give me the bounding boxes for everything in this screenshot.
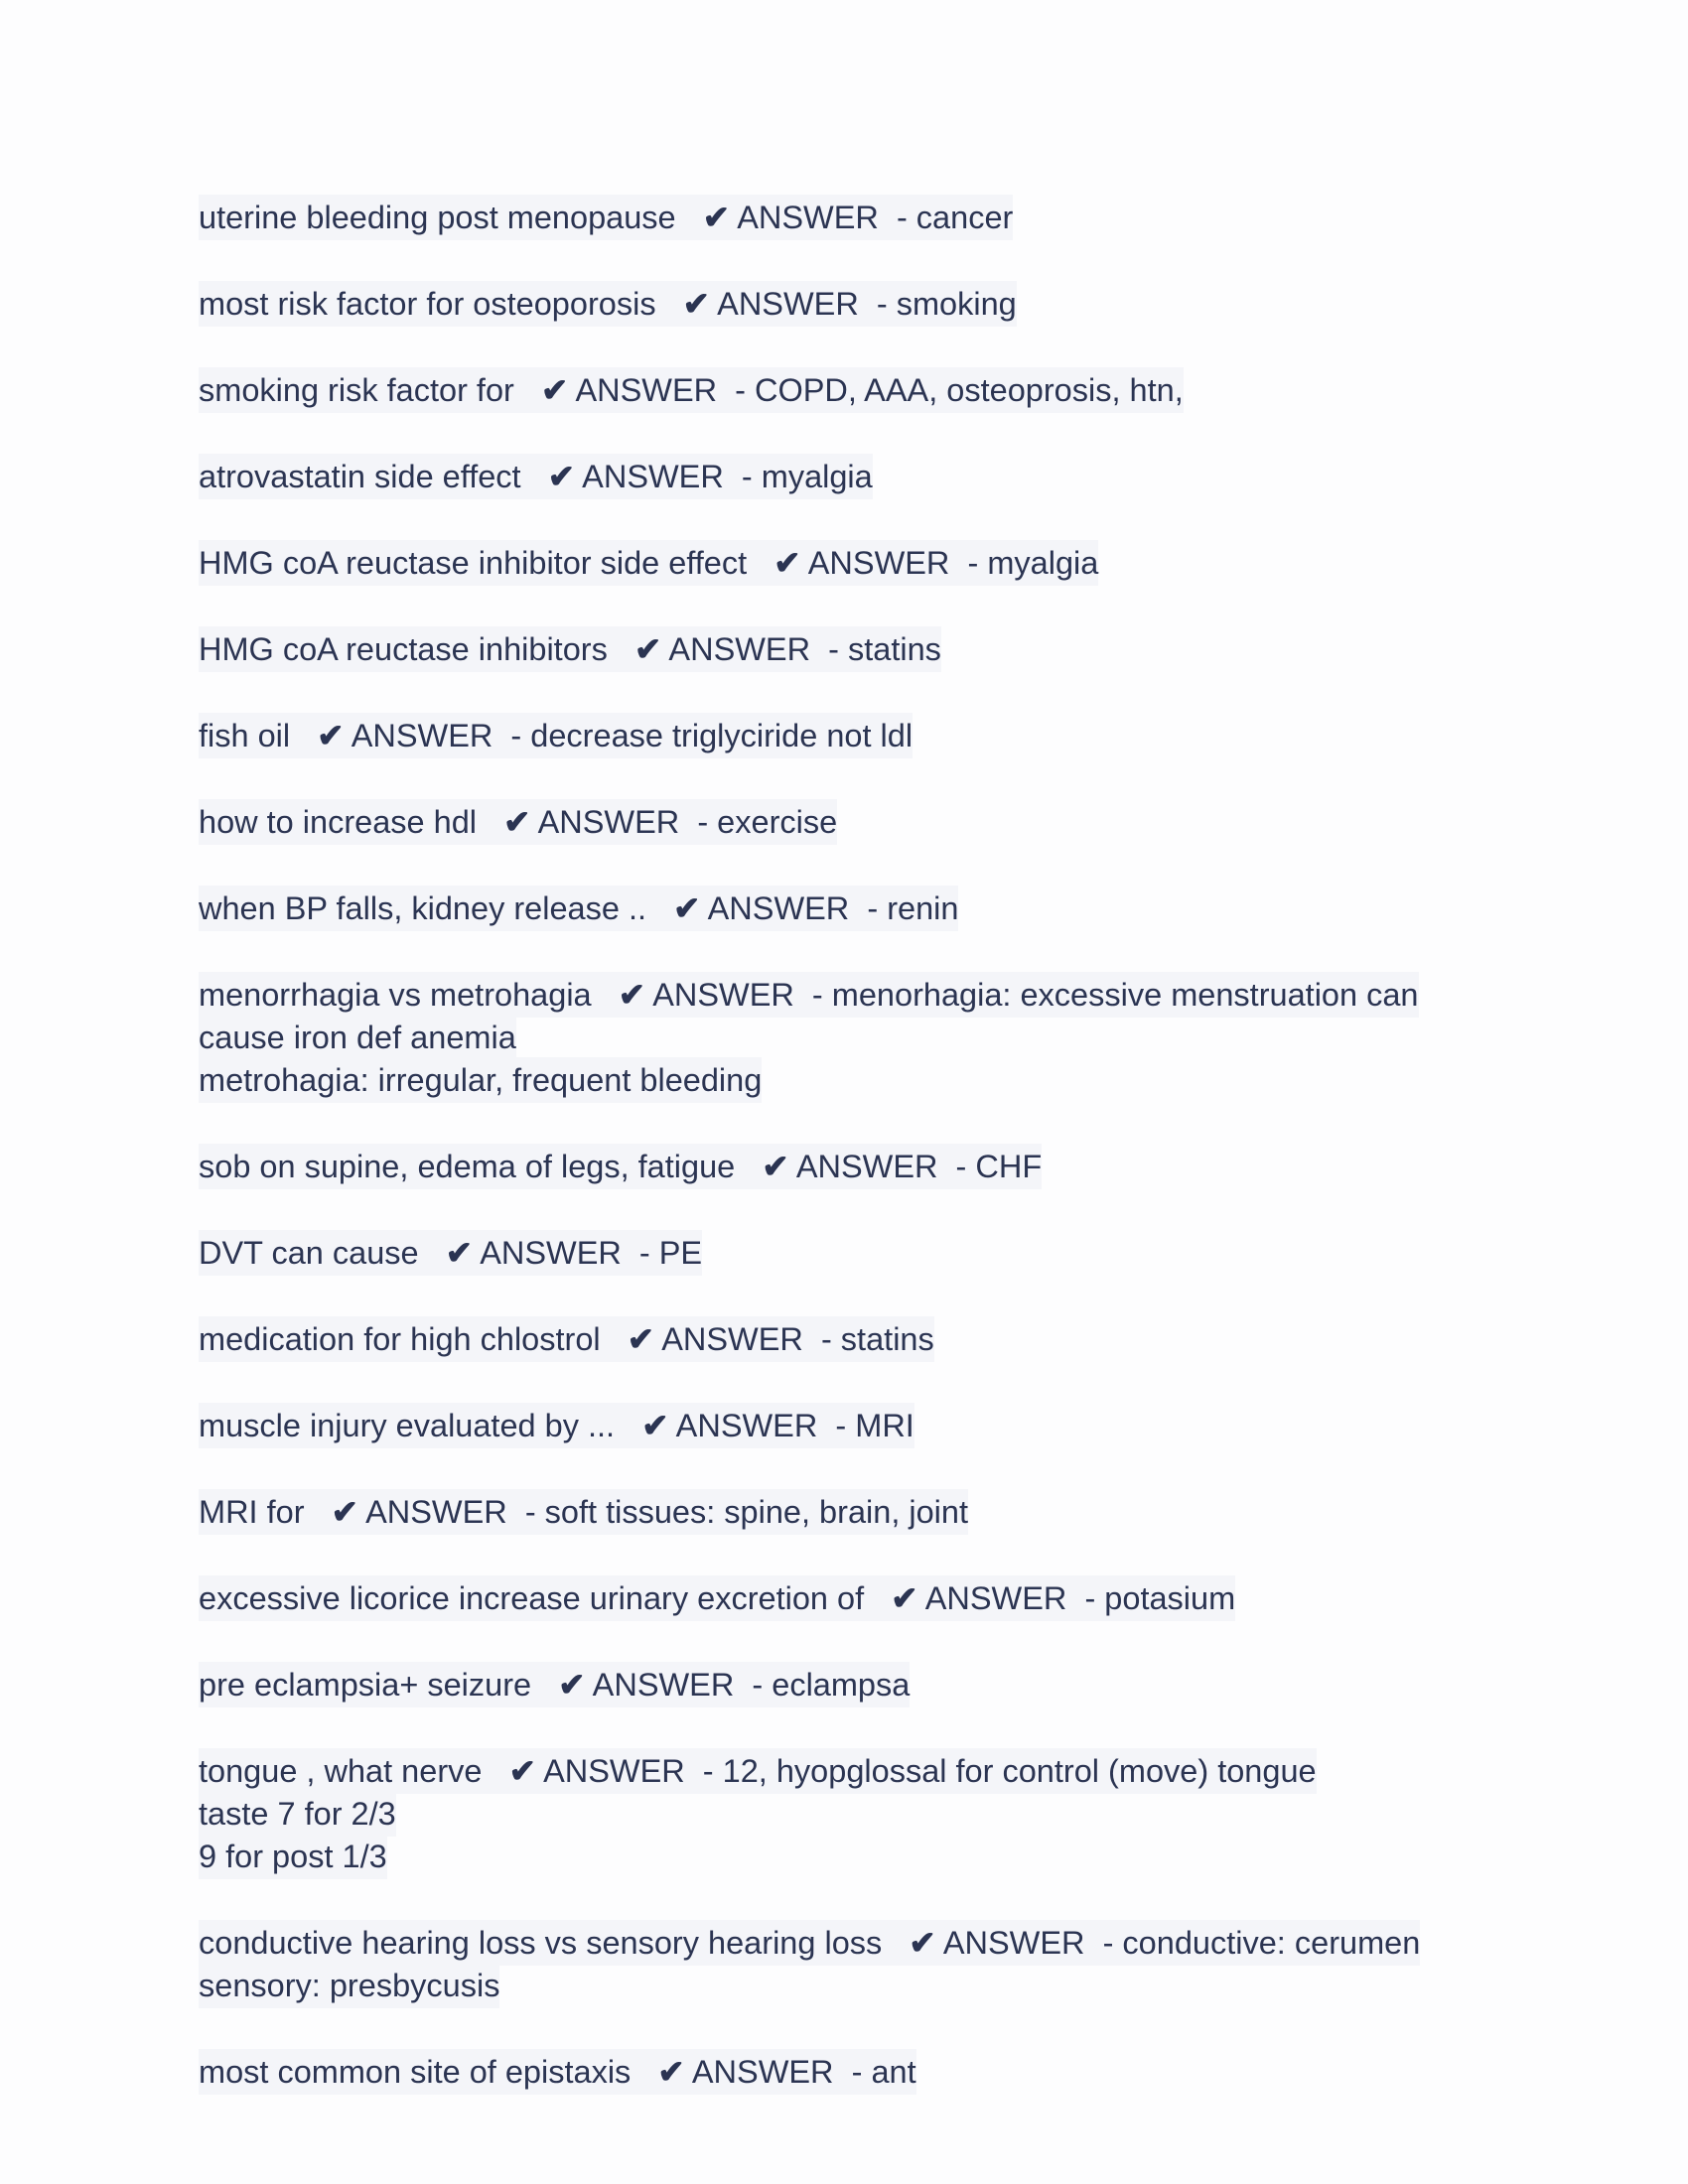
qa-line <box>199 1920 1420 1966</box>
question-text: smoking risk factor for <box>199 372 514 408</box>
qa-entry <box>199 1662 1489 1707</box>
qa-line <box>199 1489 968 1535</box>
check-icon: ✔ <box>547 459 575 494</box>
qa-line <box>199 2049 916 2095</box>
question-text: DVT can cause <box>199 1235 419 1271</box>
answer-continuation: metrohagia: irregular, frequent bleeding <box>199 1057 762 1103</box>
answer-label: ANSWER <box>691 2054 834 2090</box>
answer-label: ANSWER <box>592 1667 735 1703</box>
check-icon: ✔ <box>774 545 801 581</box>
answer-label: ANSWER <box>668 631 811 667</box>
answer-text: - COPD, AAA, osteoprosis, htn, <box>735 372 1184 408</box>
question-text: MRI for <box>199 1494 305 1530</box>
answer-label: ANSWER <box>543 1753 685 1789</box>
answer-text: - soft tissues: spine, brain, joint <box>524 1494 969 1530</box>
answer-text: - myalgia <box>741 459 873 494</box>
qa-line <box>199 886 958 931</box>
question-text: how to increase hdl <box>199 804 478 840</box>
answer-label: ANSWER <box>924 1580 1067 1616</box>
answer-label: ANSWER <box>365 1494 507 1530</box>
question-text: when BP falls, kidney release .. <box>199 890 647 926</box>
qa-line <box>199 1575 1235 1621</box>
answer-label: ANSWER <box>807 545 950 581</box>
qa-entry <box>199 2049 1489 2095</box>
answer-text: - ant <box>851 2054 916 2090</box>
question-text: HMG coA reuctase inhibitors <box>199 631 608 667</box>
qa-entry <box>199 1920 1489 2008</box>
answer-text: - myalgia <box>967 545 1099 581</box>
qa-entry <box>199 367 1489 413</box>
qa-line <box>199 367 1184 413</box>
check-icon: ✔ <box>702 200 730 235</box>
answer-label: ANSWER <box>661 1321 803 1357</box>
question-text: fish oil <box>199 718 291 753</box>
question-text: most risk factor for osteoporosis <box>199 286 656 322</box>
answer-continuation: sensory: presbycusis <box>199 1963 499 2008</box>
qa-line <box>199 799 837 845</box>
answer-text: - potasium <box>1084 1580 1236 1616</box>
answer-label: ANSWER <box>795 1149 938 1184</box>
qa-line <box>199 195 1013 240</box>
check-icon: ✔ <box>657 2054 685 2090</box>
answer-text: - exercise <box>697 804 838 840</box>
qa-entry <box>199 1316 1489 1362</box>
qa-line <box>199 626 941 672</box>
qa-entry <box>199 540 1489 586</box>
qa-line <box>199 1748 1317 1794</box>
check-icon: ✔ <box>540 372 569 408</box>
check-icon: ✔ <box>508 1753 536 1789</box>
answer-label: ANSWER <box>942 1925 1085 1961</box>
question-text: tongue , what nerve <box>199 1753 483 1789</box>
qa-entry <box>199 1489 1489 1535</box>
answer-label: ANSWER <box>575 372 718 408</box>
qa-line <box>199 1316 934 1362</box>
question-text: excessive licorice increase urinary excretion of <box>199 1580 865 1616</box>
check-icon: ✔ <box>673 890 701 926</box>
answer-label: ANSWER <box>737 200 879 235</box>
answer-label: ANSWER <box>351 718 493 753</box>
question-text: most common site of epistaxis <box>199 2054 632 2090</box>
document-page <box>199 195 1489 2135</box>
answer-label: ANSWER <box>717 286 859 322</box>
qa-entry <box>199 1403 1489 1448</box>
qa-line <box>199 281 1017 327</box>
answer-label: ANSWER <box>480 1235 622 1271</box>
qa-entry <box>199 454 1489 499</box>
qa-entry <box>199 1144 1489 1189</box>
check-icon: ✔ <box>762 1149 789 1184</box>
answer-text: - renin <box>867 890 959 926</box>
answer-continuation: taste 7 for 2/3 <box>199 1791 396 1837</box>
answer-text: - cancer <box>896 200 1014 235</box>
check-icon: ✔ <box>317 718 345 753</box>
question-text: menorrhagia vs metrohagia <box>199 977 592 1013</box>
qa-entry <box>199 1230 1489 1276</box>
question-text: HMG coA reuctase inhibitor side effect <box>199 545 748 581</box>
check-icon: ✔ <box>891 1580 918 1616</box>
answer-label: ANSWER <box>537 804 680 840</box>
check-icon: ✔ <box>682 286 710 322</box>
question-text: uterine bleeding post menopause <box>199 200 676 235</box>
qa-entry <box>199 1575 1489 1621</box>
qa-entry <box>199 281 1489 327</box>
answer-text: - 12, hyopglossal for control (move) tongue <box>702 1753 1317 1789</box>
answer-text: - statins <box>820 1321 934 1357</box>
qa-line <box>199 1662 910 1707</box>
check-icon: ✔ <box>558 1667 586 1703</box>
check-icon: ✔ <box>331 1494 358 1530</box>
check-icon: ✔ <box>503 804 531 840</box>
qa-entry <box>199 972 1489 1103</box>
answer-text: - decrease triglyciride not ldl <box>510 718 914 753</box>
answer-text: - conductive: cerumen <box>1102 1925 1421 1961</box>
answer-text: - smoking <box>876 286 1017 322</box>
answer-label: ANSWER <box>582 459 724 494</box>
answer-continuation: cause iron def anemia <box>199 1015 516 1060</box>
qa-line <box>199 1144 1042 1189</box>
answer-text: - statins <box>828 631 941 667</box>
check-icon: ✔ <box>633 631 662 667</box>
answer-text: - PE <box>638 1235 703 1271</box>
qa-entry <box>199 195 1489 240</box>
qa-entry <box>199 886 1489 931</box>
answer-continuation: 9 for post 1/3 <box>199 1834 387 1879</box>
question-text: atrovastatin side effect <box>199 459 521 494</box>
qa-entry <box>199 713 1489 758</box>
qa-line <box>199 713 913 758</box>
qa-line <box>199 454 873 499</box>
qa-line <box>199 972 1419 1018</box>
question-text: sob on supine, edema of legs, fatigue <box>199 1149 736 1184</box>
qa-entry <box>199 799 1489 845</box>
question-text: pre eclampsia+ seizure <box>199 1667 532 1703</box>
qa-line <box>199 540 1098 586</box>
check-icon: ✔ <box>627 1321 654 1357</box>
check-icon: ✔ <box>618 977 645 1013</box>
answer-label: ANSWER <box>652 977 794 1013</box>
qa-line <box>199 1230 702 1276</box>
question-text: medication for high chlostrol <box>199 1321 601 1357</box>
qa-entry <box>199 626 1489 672</box>
answer-text: - eclampsa <box>752 1667 911 1703</box>
question-text: muscle injury evaluated by ... <box>199 1408 616 1443</box>
answer-label: ANSWER <box>675 1408 818 1443</box>
check-icon: ✔ <box>641 1408 669 1443</box>
answer-text: - CHF <box>955 1149 1043 1184</box>
answer-text: - MRI <box>835 1408 914 1443</box>
check-icon: ✔ <box>445 1235 473 1271</box>
qa-line <box>199 1403 914 1448</box>
check-icon: ✔ <box>909 1925 936 1961</box>
question-text: conductive hearing loss vs sensory hearing loss <box>199 1925 883 1961</box>
answer-text: - menorhagia: excessive menstruation can <box>811 977 1419 1013</box>
qa-entry <box>199 1748 1489 1879</box>
answer-label: ANSWER <box>707 890 850 926</box>
